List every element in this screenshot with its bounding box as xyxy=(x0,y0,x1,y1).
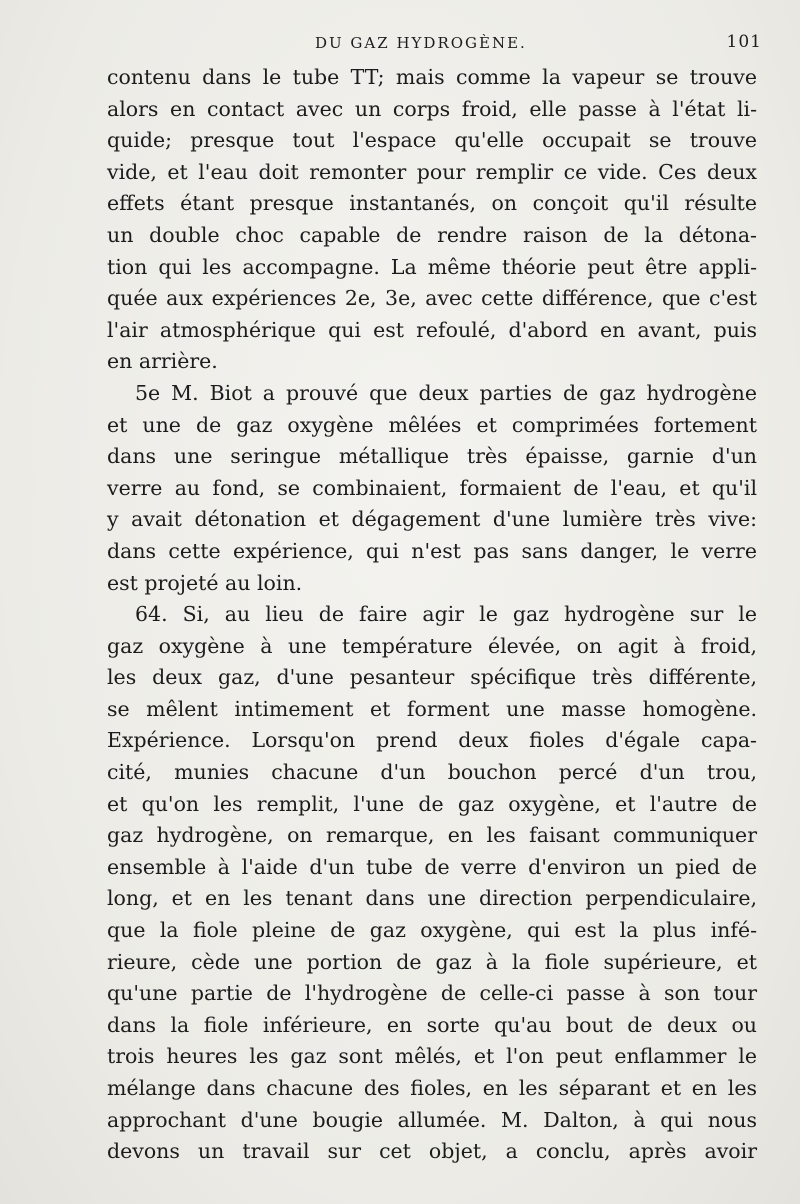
text-line: 5e M. Biot a prouvé que deux parties de gaz hydrogène xyxy=(135,380,757,405)
text-line: gaz oxygène à une température élevée, on agit à froid, xyxy=(107,633,757,658)
text-line: alors en contact avec un corps froid, elle passe à l'état li- xyxy=(107,96,757,121)
text-line: mélange dans chacune des fioles, en les séparant et en les xyxy=(107,1076,757,1100)
text-line: devons un travail sur cet objet, a conclu, après avoir xyxy=(107,1139,757,1164)
text-line: un double choc capable de rendre raison de la détona- xyxy=(107,222,757,247)
text-line: verre au fond, se combinaient, formaient de l'eau, et qu'il xyxy=(107,475,757,500)
text-line: quée aux expériences 2e, 3e, avec cette différence, que c'est xyxy=(107,286,757,311)
text-line: rieure, cède une portion de gaz à la fiole supérieure, et xyxy=(107,949,757,974)
page-number: 101 xyxy=(726,32,762,52)
text-line: quide; presque tout l'espace qu'elle occupait se trouve xyxy=(107,128,757,153)
text-line: effets étant presque instantanés, on conçoit qu'il résulte xyxy=(107,191,757,216)
running-title: DU GAZ HYDROGÈNE. xyxy=(315,34,527,52)
text-line: gaz hydrogène, on remarque, en les faisant communiquer xyxy=(107,823,757,848)
text-line: vide, et l'eau doit remonter pour remplir ce vide. Ces deux xyxy=(107,159,757,184)
text-line: et qu'on les remplit, l'une de gaz oxygène, et l'autre de xyxy=(107,791,757,816)
page-header xyxy=(105,30,762,60)
text-line: cité, munies chacune d'un bouchon percé d'un trou, xyxy=(107,760,757,785)
text-line: 64. Si, au lieu de faire agir le gaz hydrogène sur le xyxy=(135,602,757,627)
text-line: ensemble à l'aide d'un tube de verre d'environ un pied de xyxy=(107,854,757,879)
text-line: qu'une partie de l'hydrogène de celle-ci passe à son tour xyxy=(107,981,757,1006)
text-line: contenu dans le tube TT; mais comme la vapeur se trouve xyxy=(107,65,757,89)
body-text xyxy=(107,62,757,1168)
text-line: trois heures les gaz sont mêlés, et l'on peut enflammer le xyxy=(107,1044,757,1069)
text-line: et une de gaz oxygène mêlées et comprimées fortement xyxy=(107,412,757,437)
text-line: tion qui les accompagne. La même théorie peut être appli- xyxy=(107,254,757,279)
text-line: en arrière. xyxy=(107,349,218,374)
text-line: y avait détonation et dégagement d'une lumière très vive: xyxy=(107,507,757,532)
text-line: que la fiole pleine de gaz oxygène, qui est la plus infé- xyxy=(107,918,757,943)
text-line: approchant d'une bougie allumée. M. Dalton, à qui nous xyxy=(107,1107,757,1132)
text-line: dans une seringue métallique très épaisse, garnie d'un xyxy=(107,444,757,469)
text-line: Expérience. Lorsqu'on prend deux fioles d'égale capa- xyxy=(107,728,757,753)
text-line: les deux gaz, d'une pesanteur spécifique très différente, xyxy=(107,665,757,690)
text-line: se mêlent intimement et forment une masse homogène. xyxy=(107,696,757,721)
text-line: l'air atmosphérique qui est refoulé, d'abord en avant, puis xyxy=(107,317,757,342)
text-line: est projeté au loin. xyxy=(107,570,303,595)
text-line: long, et en les tenant dans une direction perpendiculaire, xyxy=(107,886,757,911)
text-line: dans la fiole inférieure, en sorte qu'au bout de deux ou xyxy=(107,1012,757,1037)
text-line: dans cette expérience, qui n'est pas sans danger, le verre xyxy=(107,538,757,563)
